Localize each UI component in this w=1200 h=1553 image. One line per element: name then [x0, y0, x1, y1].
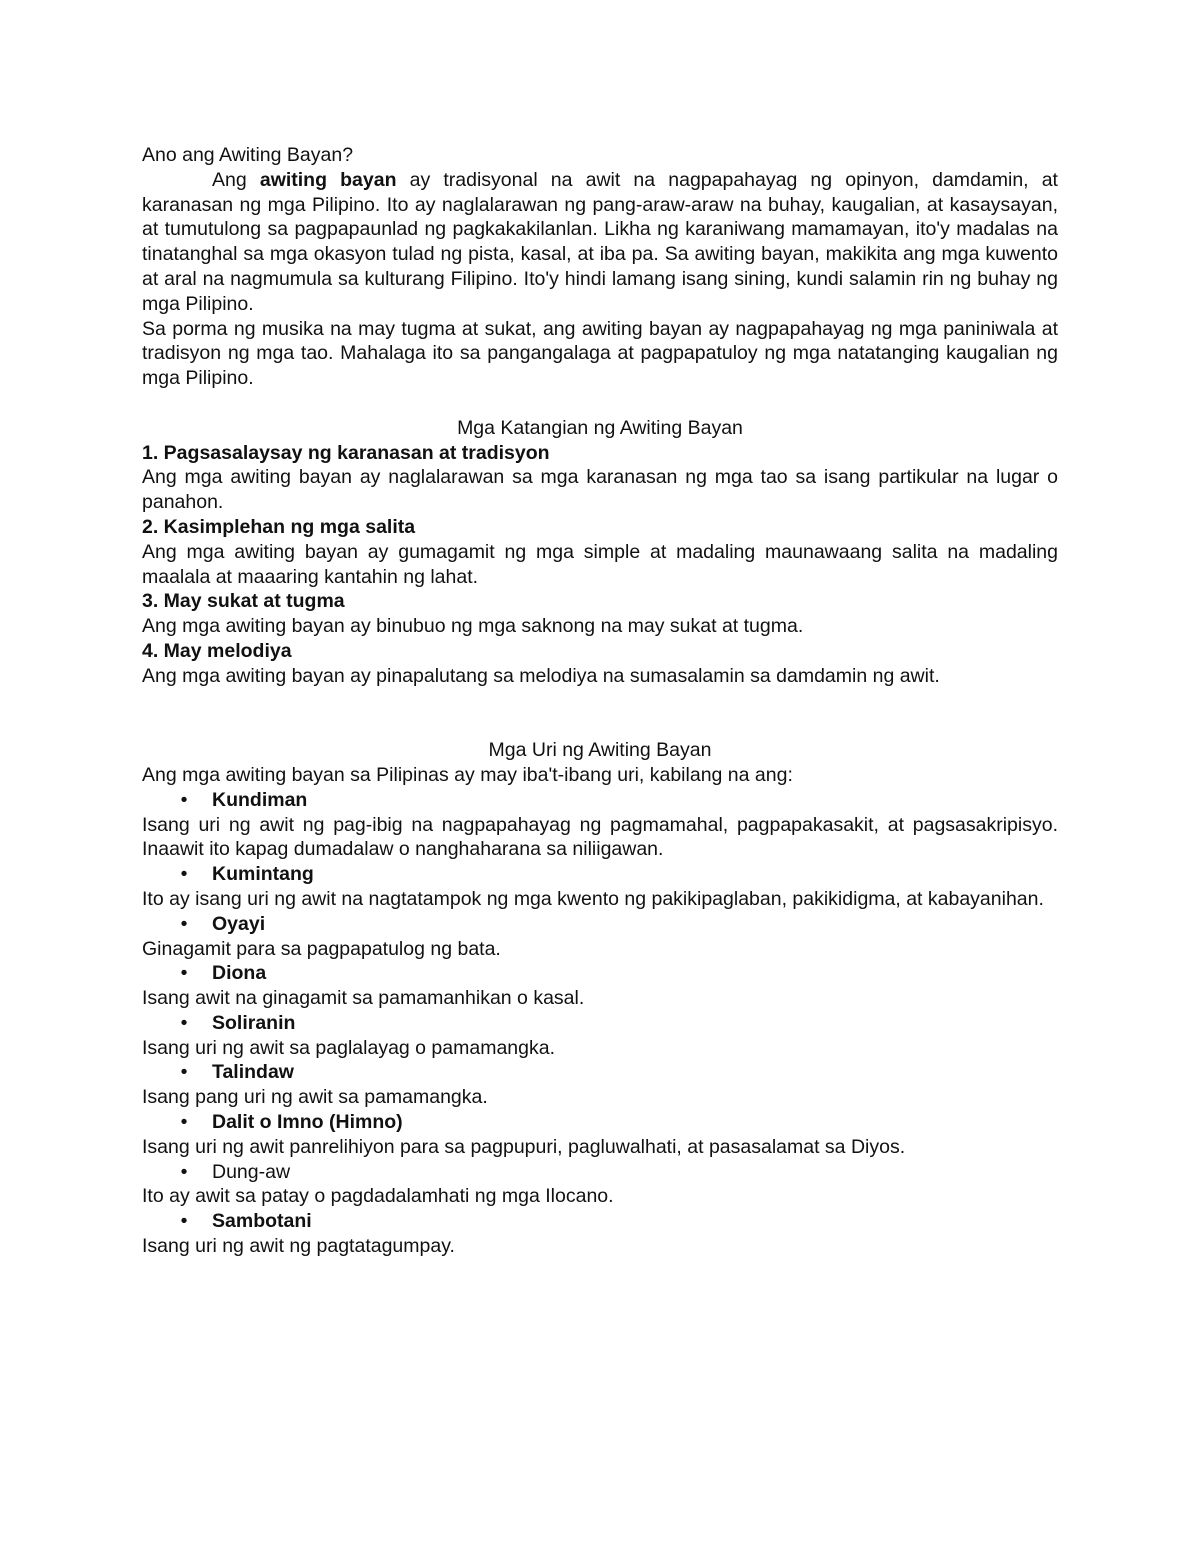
type-item: [142, 912, 1058, 962]
characteristic-text: Ang mga awiting bayan ay pinapalutang sa melodiya na sumasalamin sa damdamin ng awit.: [142, 664, 940, 687]
characteristics-title: Mga Katangian ng Awiting Bayan: [457, 416, 743, 439]
type-description: Isang uri ng awit sa paglalayag o pamamangka.: [142, 1036, 556, 1059]
type-description: Isang awit na ginagamit sa pamamanhikan o kasal.: [142, 987, 585, 1010]
type-name: Oyayi: [212, 912, 266, 935]
characteristic-heading: 1. Pagsasalaysay ng karanasan at tradisyon: [142, 441, 550, 464]
bullet-icon: •: [180, 1061, 188, 1084]
intro-paragraph-1: [142, 168, 1058, 317]
characteristics-list: [142, 441, 1058, 689]
type-item: [142, 1209, 1058, 1259]
type-description: Ginagamit para sa pagpapatulog ng bata.: [142, 937, 501, 960]
type-description: Isang uri ng awit ng pag-ibig na nagpapahayag ng pagmamahal, pagpapakasakit, at pagsasakripisyo. Inaawit ito kapag dumadalaw o nanghaharana sa niliigawan.: [142, 813, 1058, 861]
type-item: [142, 788, 1058, 862]
types-list: [142, 788, 1058, 1259]
spacer: [142, 689, 1058, 739]
type-description: Ito ay isang uri ng awit na nagtatampok ng mga kwento ng pakikipaglaban, pakikidigma, at kabayanihan.: [142, 887, 1044, 910]
characteristic-heading: 2. Kasimplehan ng mga salita: [142, 515, 416, 538]
characteristic-text: Ang mga awiting bayan ay gumagamit ng mga simple at madaling maunawaang salita na madaling maalala at maaaring kantahin ng lahat.: [142, 540, 1058, 588]
bullet-icon: •: [180, 912, 188, 935]
document-page: [142, 143, 1058, 1259]
types-intro: Ang mga awiting bayan sa Pilipinas ay may iba't-ibang uri, kabilang na ang:: [142, 763, 793, 786]
intro-term: awiting bayan: [259, 168, 397, 191]
type-name: Dalit o Imno (Himno): [212, 1111, 403, 1134]
bullet-icon: •: [180, 962, 188, 985]
spacer: [142, 391, 1058, 416]
bullet-icon: •: [180, 788, 188, 811]
type-description: Ito ay awit sa patay o pagdadalamhati ng mga Ilocano.: [142, 1185, 614, 1208]
characteristic-heading: 3. May sukat at tugma: [142, 590, 345, 613]
type-description: Isang pang uri ng awit sa pamamangka.: [142, 1086, 488, 1109]
type-name: Kumintang: [212, 863, 314, 886]
intro-paragraph-2: Sa porma ng musika na may tugma at sukat, ang awiting bayan ay nagpapahayag ng mga paniniwala at tradisyon ng mga tao. Mahalaga ito sa pangangalaga at pagpapatuloy ng mga natatanging kaugalian ng mga Pilipino.: [142, 317, 1058, 390]
type-item: [142, 1011, 1058, 1061]
bullet-icon: •: [180, 863, 188, 886]
type-item: [142, 862, 1058, 912]
bullet-icon: •: [180, 1111, 188, 1134]
bullet-icon: •: [180, 1160, 188, 1183]
type-item: [142, 1110, 1058, 1160]
intro-rest: ay tradisyonal na awit na nagpapahayag ng opinyon, damdamin, at karanasan ng mga Pilipino. Ito ay naglalarawan ng pang-araw-araw na buhay, kaugalian, at kasaysayan, at tumutulong sa pagpapaunlad ng pagkakakilanlan. Likha ng karaniwang mamamayan, ito'y madalas na tinatanghal sa mga okasyon tulad ng pista, kasal, at iba pa. Sa awiting bayan, makikita ang mga kuwento at aral na nagmumula sa kulturang Filipino. Ito'y hindi lamang isang sining, kundi salamin rin ng buhay ng mga Pilipino.: [142, 168, 1058, 315]
type-item: [142, 1060, 1058, 1110]
characteristic-text: Ang mga awiting bayan ay binubuo ng mga saknong na may sukat at tugma.: [142, 615, 804, 638]
type-item: [142, 961, 1058, 1011]
type-name: Soliranin: [212, 1011, 296, 1034]
type-name: Talindaw: [212, 1061, 294, 1084]
type-name: Sambotani: [212, 1210, 312, 1233]
type-description: Isang uri ng awit panrelihiyon para sa pagpupuri, pagluwalhati, at pasasalamat sa Diyos.: [142, 1135, 906, 1158]
intro-lead: Ang: [212, 168, 260, 191]
type-description: Isang uri ng awit ng pagtatagumpay.: [142, 1235, 455, 1258]
characteristic-heading: 4. May melodiya: [142, 639, 292, 662]
intro-heading: Ano ang Awiting Bayan?: [142, 144, 354, 166]
type-item: [142, 1160, 1058, 1210]
type-name: Dung-aw: [212, 1160, 291, 1183]
bullet-icon: •: [180, 1210, 188, 1233]
type-name: Kundiman: [212, 788, 308, 811]
type-name: Diona: [212, 962, 267, 985]
bullet-icon: •: [180, 1011, 188, 1034]
types-title: Mga Uri ng Awiting Bayan: [488, 739, 712, 762]
characteristic-text: Ang mga awiting bayan ay naglalarawan sa mga karanasan ng mga tao sa isang partikular na lugar o panahon.: [142, 466, 1058, 514]
